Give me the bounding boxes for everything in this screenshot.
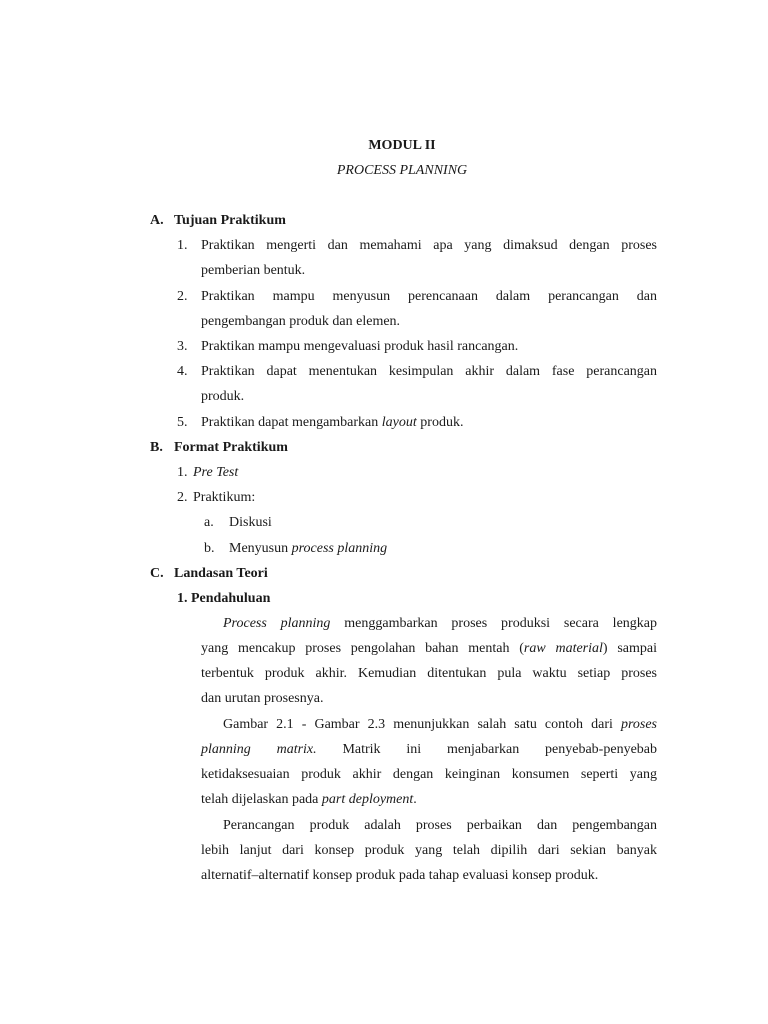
italic-term: raw material [523, 641, 603, 656]
paragraph-line [201, 639, 657, 659]
text-span: yang mencakup proses pengolahan bahan mentah ( [201, 641, 524, 656]
italic-term: planning matrix. [201, 742, 317, 757]
paragraph-line: terbentuk produk akhir. Kemudian ditentukan pula waktu setiap proses [201, 666, 657, 681]
list-item-number: 1. [177, 238, 188, 253]
list-item-text [201, 413, 463, 433]
section-a-heading: Tujuan Praktikum [174, 213, 286, 228]
text-span: produk. [416, 415, 464, 430]
list-item-text: Praktikan mampu mengevaluasi produk hasil rancangan. [201, 339, 519, 354]
paragraph-line [201, 790, 417, 810]
list-item-text: pengembangan produk dan elemen. [201, 314, 401, 329]
module-subtitle: PROCESS PLANNING [336, 163, 468, 178]
list-item-text: Praktikan dapat menentukan kesimpulan akhir dalam fase perancangan [201, 364, 657, 379]
italic-term: Process planning [223, 616, 331, 631]
italic-term: layout [381, 415, 417, 430]
list-item-number: 5. [177, 415, 188, 430]
list-item-number: 4. [177, 364, 188, 379]
italic-term: process planning [291, 541, 388, 556]
paragraph-line: lebih lanjut dari konsep produk yang telah dipilih dari sekian banyak [201, 843, 657, 858]
text-span: . [413, 792, 417, 807]
section-a-marker: A. [150, 213, 164, 228]
list-item-text: Praktikum: [193, 490, 256, 505]
text-span: telah dijelaskan pada [201, 792, 322, 807]
list-item-text: produk. [201, 389, 245, 404]
text-span: Menyusun [229, 541, 292, 556]
text-span: menggambarkan proses produksi secara lengkap [330, 616, 657, 631]
section-b-marker: B. [150, 440, 163, 455]
list-item-number: 2. [177, 490, 188, 505]
list-item-text: Praktikan mengerti dan memahami apa yang dimaksud dengan proses [201, 238, 657, 253]
section-c-marker: C. [150, 566, 164, 581]
paragraph-line [223, 715, 657, 735]
sublist-marker: b. [204, 541, 215, 556]
paragraph-line [201, 740, 657, 760]
paragraph-line: ketidaksesuaian produk akhir dengan keinginan konsumen seperti yang [201, 767, 657, 782]
section-c-heading: Landasan Teori [174, 566, 268, 581]
text-span: Praktikan dapat mengambarkan [201, 415, 382, 430]
italic-term: proses [620, 717, 657, 732]
text-span: Gambar 2.1 - Gambar 2.3 menunjukkan salah satu contoh dari [223, 717, 621, 732]
list-item-number: 3. [177, 339, 188, 354]
paragraph-line: Perancangan produk adalah proses perbaikan dan pengembangan [223, 818, 657, 833]
paragraph-line: alternatif–alternatif konsep produk pada tahap evaluasi konsep produk. [201, 868, 599, 883]
list-item-number: 2. [177, 289, 188, 304]
text-span: Matrik ini menjabarkan penyebab-penyebab [316, 742, 657, 757]
italic-term: part deployment [321, 792, 414, 807]
list-item-text: Pre Test [193, 465, 239, 480]
list-item-text: pemberian bentuk. [201, 263, 306, 278]
sublist-text: Diskusi [229, 515, 272, 530]
section-b-heading: Format Praktikum [174, 440, 288, 455]
list-item-number: 1. [177, 465, 188, 480]
sublist-marker: a. [204, 515, 214, 530]
list-item-text: Praktikan mampu menyusun perencanaan dalam perancangan dan [201, 289, 657, 304]
subsection-heading: 1. Pendahuluan [177, 591, 271, 606]
paragraph-line: dan urutan prosesnya. [201, 691, 324, 706]
module-title: MODUL II [368, 138, 436, 153]
sublist-text [229, 539, 387, 559]
text-span: ) sampai [602, 641, 657, 656]
paragraph-line [223, 614, 657, 634]
